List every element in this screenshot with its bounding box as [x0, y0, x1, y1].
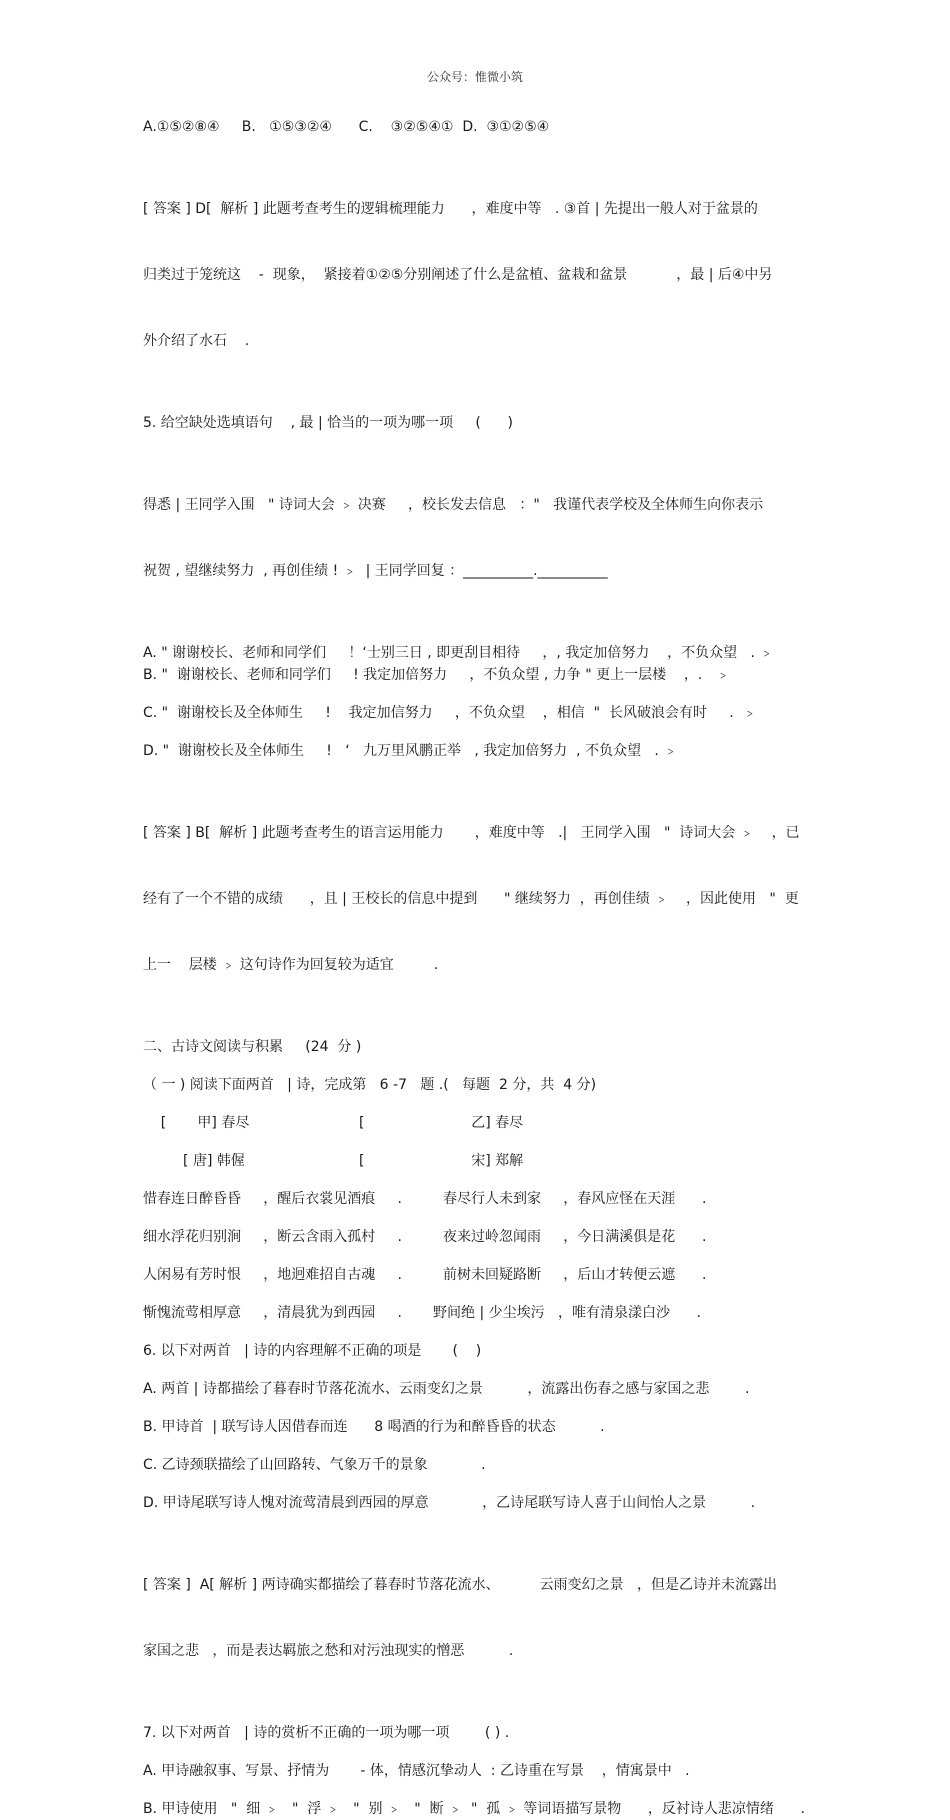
q5-context — [143, 450, 808, 626]
q5-context-line: 祝贺 , 望继续努力 , 再创佳绩 ! ﹥ | 王同学回复 ：__________.__________ — [143, 563, 608, 579]
q5-option-c: C. " 谢谢校长及全体师生 ! 我定加信努力 ，不负众望 ，相信 " 长风破浪会有时 . ﹥ — [143, 705, 757, 721]
q6-answer — [143, 1530, 808, 1706]
q6-option-c: C. 乙诗颈联描绘了山回路转、气象万千的景象 . — [143, 1457, 486, 1473]
poem-line — [143, 1188, 808, 1210]
poem-a-title: [ 甲] 春尽 — [143, 1115, 250, 1131]
poem-a-line: 人闲易有芳时恨 ，地迥难招自古魂 . — [143, 1267, 402, 1283]
q5-answer-line: 经有了一个不错的成绩 ，且 | 王校长的信息中提到 " 继续努力 ，再创佳绩 ﹥ ，因此使用 " 更 — [143, 891, 799, 907]
page-header-account: 公众号：惟微小筑 — [426, 70, 523, 84]
q6-option-a: A. 两首 | 诗都描绘了暮春时节落花流水、云雨变幻之景 ，流露出伤春之感与家国之悲 . — [143, 1381, 750, 1397]
q4-answer-line: [ 答案 ] D[ 解析 ] 此题考查考生的逻辑梳理能力 ，难度中等 . ③首 | 先提出一般人对于盆景的 — [143, 201, 758, 217]
poem-a-line: 细水浮花归别涧 ，断云含雨入孤村 . — [143, 1229, 402, 1245]
poem-line — [143, 1302, 808, 1324]
poem-b-line: 夜来过岭忽闻雨 ，今日满溪俱是花 . — [443, 1229, 707, 1245]
q4-answer-line: 外介绍了水石 . — [143, 333, 250, 349]
poem-a-author: [ 唐] 韩偓 — [143, 1153, 245, 1169]
q4-answer — [143, 154, 808, 396]
q5-option-b: B. " 谢谢校长、老师和同学们 ! 我定加倍努力 ，不负众望 , 力争 " 更上一层楼 ，. ﹥ — [143, 667, 730, 683]
q7-option-a: A. 甲诗融叙事、写景、抒情为 - 体，情感沉挚动人 : 乙诗重在写景 ，情寓景中 . — [143, 1763, 690, 1779]
q4-answer-line: 归类过于笼统这 - 现象， 紧接着①②⑤分别阐述了什么是盆植、盆栽和盆景 ，最 | 后④中另 — [143, 267, 773, 283]
section-title: 二、古诗文阅读与积累 (24 分 ) — [143, 1039, 362, 1055]
q6-answer-line: 家国之悲 ，而是表达羁旅之愁和对污浊现实的憎恶 . — [143, 1643, 514, 1659]
q6-option-b: B. 甲诗首 | 联写诗人因借春而连 8 喝酒的行为和醉昏昏的状态 . — [143, 1419, 605, 1435]
poem-authors — [143, 1150, 808, 1172]
q6-stem: 6. 以下对两首 | 诗的内容理解不正确的项是 ( ) — [143, 1343, 482, 1359]
poem-b-line: 野间绝 | 少尘埃污 ，唯有清泉漾白沙 . — [433, 1305, 702, 1321]
poem-a-line: 惭愧流莺相厚意 ，清晨犹为到西园 . — [143, 1305, 402, 1321]
q5-answer — [143, 778, 808, 1020]
q4-options: A.①⑤②⑧④ B. ①⑤③②④ C. ③②⑤④① D. ③①②⑤④ — [143, 119, 550, 135]
q7-stem: 7. 以下对两首 | 诗的赏析不正确的一项为哪一项 ( ) . — [143, 1725, 510, 1741]
q5-option-a: A. " 谢谢校长、老师和同学们 ！‘士别三日 , 即更刮目相待 ，, 我定加倍努力 ，不负众望 . ﹥ — [143, 645, 774, 661]
q5-option-d: D. " 谢谢校长及全体师生 ! ‘ 九万里风鹏正举 , 我定加倍努力 , 不负众望 . ﹥ — [143, 743, 678, 759]
poem-line — [143, 1226, 808, 1248]
poem-b-line: 春尽行人未到家 ，春风应怪在天涯 . — [443, 1191, 707, 1207]
poem-b-title: [ 乙] 春尽 — [359, 1115, 524, 1131]
poem-line — [143, 1264, 808, 1286]
q5-stem: 5. 给空缺处选填语句 , 最 | 恰当的一项为哪一项 ( ) — [143, 415, 514, 431]
poem-titles — [143, 1112, 808, 1134]
q5-answer-line: 上一 层楼 ﹥ 这句诗作为回复较为适宜 . — [143, 957, 439, 973]
document-body — [143, 116, 808, 1820]
q6-option-d: D. 甲诗尾联写诗人愧对流莺清晨到西园的厚意 ，乙诗尾联写诗人喜于山间怡人之景 . — [143, 1495, 756, 1511]
q5-context-line: 得悉 | 王同学入围 " 诗词大会 ﹥ 决赛 ，校长发去信息 ：" 我谨代表学校及全体师生向你表示 — [143, 497, 764, 513]
poem-b-author: [ 宋] 郑解 — [359, 1153, 524, 1169]
q5-answer-line: [ 答案 ] B[ 解析 ] 此题考查考生的语言运用能力 ，难度中等 .| 王同学入围 " 诗词大会 ﹥ ，已 — [143, 825, 800, 841]
q7-option-b: B. 甲诗使用 " 细 ﹥ " 浮 ﹥ " 别 ﹥ " 断 ﹥ " 孤 ﹥ 等词语描写景物 ，反衬诗人悲凉情绪 . — [143, 1801, 806, 1817]
poem-a-line: 惜春连日醉昏昏 ，醒后衣裳见酒痕 . — [143, 1191, 402, 1207]
q6-answer-line: [ 答案 ] A[ 解析 ] 两诗确实都描绘了暮春时节落花流水、 云雨变幻之景 ，但是乙诗并未流露出 — [143, 1577, 777, 1593]
part-title: （ 一 ) 阅读下面两首 | 诗，完成第 6 -7 题 .( 每题 2 分，共 4 分) — [143, 1077, 597, 1093]
poem-b-line: 前树未回疑路断 ，后山才转便云遮 . — [443, 1267, 707, 1283]
